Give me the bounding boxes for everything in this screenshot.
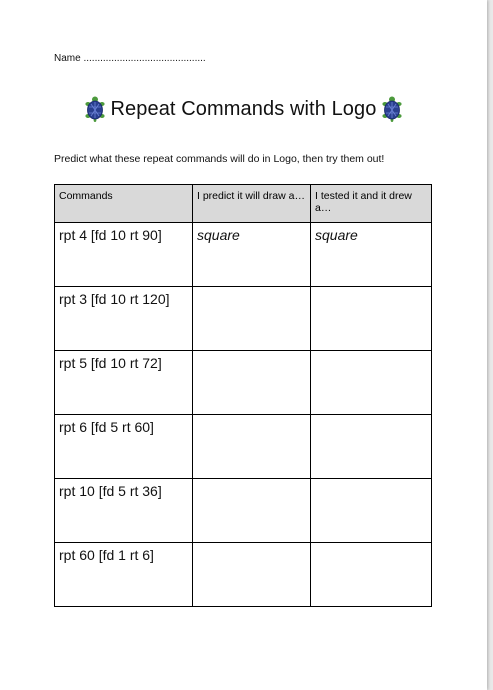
turtle-icon (382, 96, 402, 122)
table-header-row (55, 185, 432, 223)
name-field-label: Name ............................................ (54, 53, 206, 64)
tested-cell[interactable] (311, 415, 432, 479)
command-cell: rpt 60 [fd 1 rt 6] (55, 543, 193, 607)
column-header-tested: I tested it and it drew a… (311, 185, 432, 223)
prediction-cell[interactable] (193, 479, 311, 543)
prediction-cell[interactable] (193, 415, 311, 479)
table-row (55, 479, 432, 543)
tested-cell[interactable] (311, 479, 432, 543)
title-row (0, 96, 487, 122)
table-row (55, 223, 432, 287)
tested-cell[interactable]: square (311, 223, 432, 287)
prediction-cell[interactable] (193, 287, 311, 351)
tested-cell[interactable] (311, 287, 432, 351)
prediction-cell[interactable]: square (193, 223, 311, 287)
table-row (55, 351, 432, 415)
tested-cell[interactable] (311, 351, 432, 415)
command-cell: rpt 4 [fd 10 rt 90] (55, 223, 193, 287)
table-row (55, 543, 432, 607)
commands-table (54, 184, 432, 607)
prediction-cell[interactable] (193, 351, 311, 415)
command-cell: rpt 6 [fd 5 rt 60] (55, 415, 193, 479)
page-title: Repeat Commands with Logo (110, 97, 377, 120)
tested-cell[interactable] (311, 543, 432, 607)
instructions-text: Predict what these repeat commands will do in Logo, then try them out! (54, 153, 385, 165)
command-cell: rpt 5 [fd 10 rt 72] (55, 351, 193, 415)
column-header-prediction: I predict it will draw a… (193, 185, 311, 223)
turtle-icon (85, 96, 105, 122)
command-cell: rpt 3 [fd 10 rt 120] (55, 287, 193, 351)
table-row (55, 287, 432, 351)
prediction-cell[interactable] (193, 543, 311, 607)
table-row (55, 415, 432, 479)
command-cell: rpt 10 [fd 5 rt 36] (55, 479, 193, 543)
column-header-commands: Commands (55, 185, 193, 223)
